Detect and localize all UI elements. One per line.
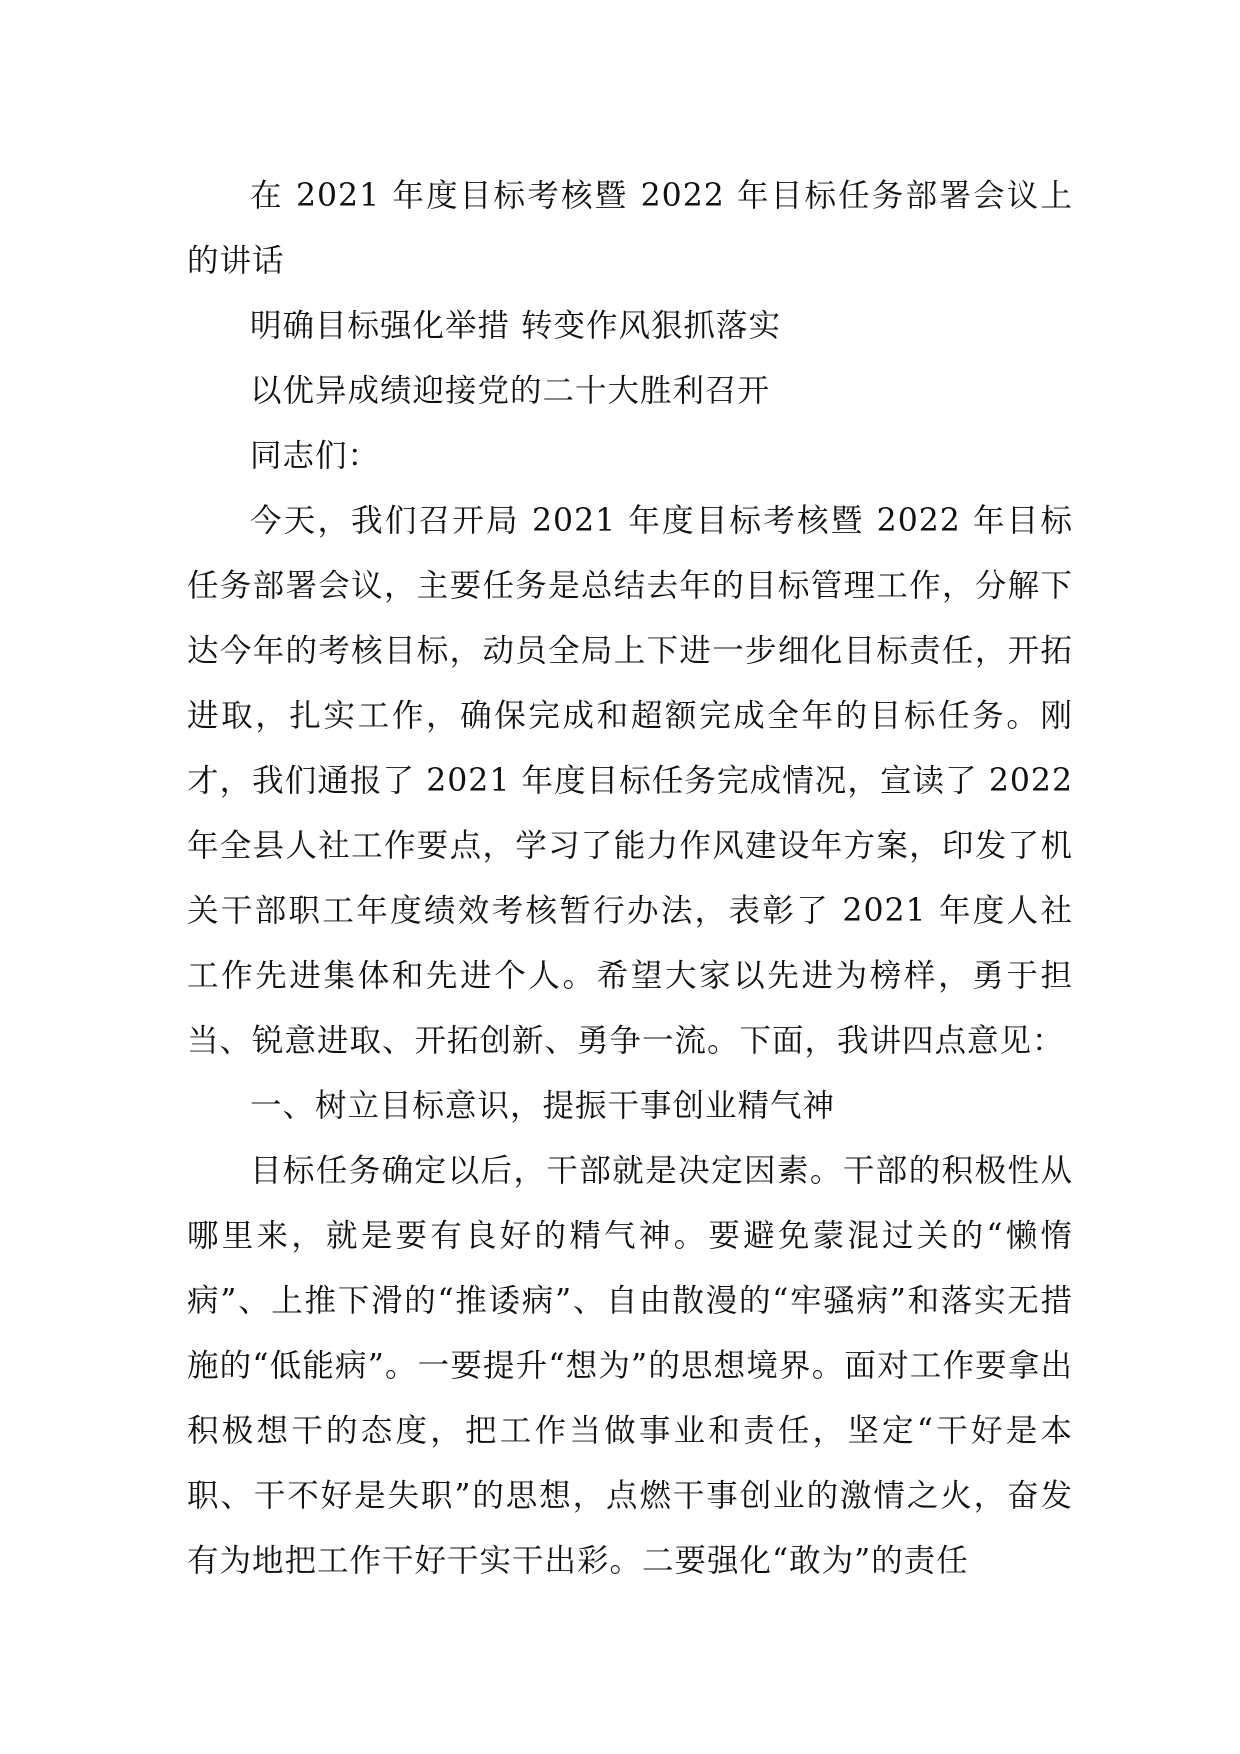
paragraph-section-1: 目标任务确定以后，干部就是决定因素。干部的积极性从哪里来，就是要有良好的精气神。要避免蒙混过关的“懒惰病”、上推下滑的“推诿病”、自由散漫的“牢骚病”和落实无措施的“低能病”。一要提升“想为”的思想境界。面对工作要拿出积极想干的态度，把工作当做事业和责任，坚定“干好是本职、干不好是失职”的思想，点燃干事创业的激情之火，奋发有为地把工作干好干实干出彩。二要强化“敢为”的责任 (187, 1153, 1073, 1579)
section-heading-1: 一、树立目标意识，提振干事创业精气神 (250, 1088, 836, 1124)
document-title: 在 2021 年度目标考核暨 2022 年目标任务部署会议上的讲话 (187, 178, 1073, 279)
document-body (187, 164, 1073, 1594)
salutation: 同志们： (250, 438, 381, 474)
paragraph-intro: 今天，我们召开局 2021 年度目标考核暨 2022 年目标任务部署会议，主要任务是总结去年的目标管理工作，分解下达今年的考核目标，动员全局上下进一步细化目标责任，开拓进取，扎实工作，确保完成和超额完成全年的目标任务。刚才，我们通报了 2021 年度目标任务完成情况，宣读了 2022 年全县人社工作要点，学习了能力作风建设年方案，印发了机关干部职工年度绩效考核暂行办法，表彰了 2021 年度人社工作先进集体和先进个人。希望大家以先进为榜样，勇于担当、锐意进取、开拓创新、勇争一流。下面，我讲四点意见： (187, 503, 1073, 1059)
document-subtitle-1: 明确目标强化举措 转变作风狠抓落实 (250, 308, 782, 344)
document-subtitle-2: 以优异成绩迎接党的二十大胜利召开 (250, 373, 771, 409)
